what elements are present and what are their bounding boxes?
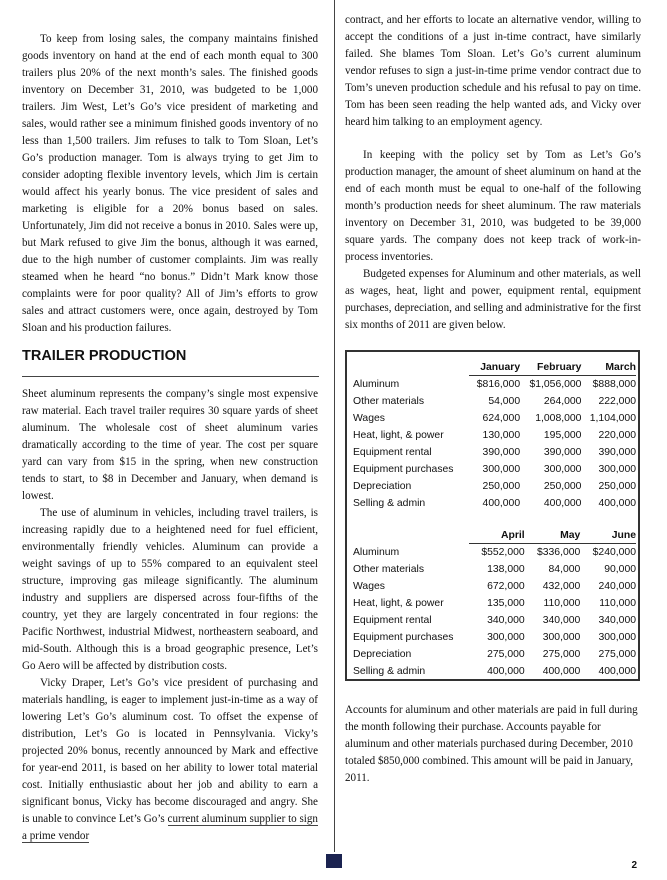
table-cell: 220,000 (598, 430, 636, 441)
table-row (353, 646, 636, 663)
table-cell: 300,000 (598, 632, 636, 643)
table-row (353, 376, 636, 394)
row-label: Equipment purchases (353, 464, 454, 475)
table-cell: 54,000 (488, 396, 521, 407)
column-divider (334, 0, 335, 852)
table-row (353, 561, 636, 578)
row-label: Depreciation (353, 649, 412, 660)
paragraph-contract: contract, and her efforts to locate an alternative vendor, willing to accept the conditions of a just in-time contract, have similarly failed. She blames Tom Sloan. Let’s Go’s current aluminum vendor refuses to sign a just-in-time prime vendor contract due to Tom’s uneven production schedule and his refusal to pay on time. Tom has been seen reading the help wanted ads, and Vicky over heard him talking to an employment agency. (345, 14, 641, 128)
table-cell: 400,000 (542, 666, 581, 677)
month-header: June (580, 528, 636, 544)
budget-table-q1 (353, 360, 636, 512)
header-blank (353, 528, 469, 544)
table-cell: $888,000 (592, 379, 636, 390)
table-row (353, 544, 636, 562)
table-cell: 300,000 (543, 464, 582, 475)
table-row (353, 578, 636, 595)
table-cell: $240,000 (592, 547, 636, 558)
right-column-bottom (345, 702, 641, 787)
paragraph-vicky-last-line: current aluminum supplier to sign a prime vendor (22, 813, 318, 842)
row-label: Equipment rental (353, 447, 432, 458)
row-label: Wages (353, 581, 385, 592)
table-cell: 240,000 (598, 581, 636, 592)
table-cell: 340,000 (487, 615, 525, 626)
table-cell: $336,000 (536, 547, 581, 558)
paragraph-accounts-payable: Accounts for aluminum and other materials are paid in full during the month following their purchase. Accounts payable for aluminum and other materials purchased during December, 2010 totaled $850,000 combined. This amount will be paid in January, 2011. (345, 704, 638, 784)
row-label: Selling & admin (353, 498, 426, 509)
paragraph-budgeted: Budgeted expenses for Aluminum and other materials, as well as wages, heat, light and power, equipment rental, equipment purchases, depreciation, and selling and administrative for the first six months of 2011 are given below. (345, 268, 641, 331)
table-row (353, 393, 636, 410)
table-cell: 400,000 (487, 666, 525, 677)
table-cell: 250,000 (598, 481, 636, 492)
row-label: Equipment purchases (353, 632, 454, 643)
row-label: Depreciation (353, 481, 412, 492)
table-cell: 195,000 (543, 430, 582, 441)
table-header-row (353, 360, 636, 376)
table-cell: $1,056,000 (529, 379, 582, 390)
paragraph-vicky (22, 675, 318, 845)
paragraph-inventory: To keep from losing sales, the company maintains finished goods inventory on hand at the end of each month equal to 300 trailers plus 20% of the next month’s sales. The finished goods inventory on December 31, 2010, was budgeted to be 1,000 trailers. Jim West, Let’s Go’s vice president of marketing and sales, would rather see a minimum finished goods inventory of no less than 1,500 trailers. Jim refuses to talk to Tom Sloan, Let’s Go’s production manager. Tom is always trying to get Jim to consider adopting flexible inventory levels, which Jim is certain would affect his yearly bonus. The vice president of sales and marketing is eligible for a 20% bonus based on sales. Unfortunately, Jim did not receive a bonus in 2010. Sales were up, but Mark refused to give Jim the bonus, although it was earned, due to the high number of customer complaints. Jim was really steamed when he heard “no bonus.” Didn’t Mark know those complaints were for poor quality? All of Jim’s efforts to grow sales and attract customers were, once again, destroyed by Tom Sloan and his production failures. (22, 33, 318, 334)
table-cell: 390,000 (598, 447, 636, 458)
paragraph-vicky-text: Vicky Draper, Let’s Go’s vice president of purchasing and materials handling, is eager to implement just-in-time as a way of lowering Let’s Go’s aluminum cost. To offset the expense of distribution, Let’s Go is located in Pennsylvania. Vicky’s projected 20% bonus, recently announced by Mark and effective for year-end 2011, is based on her ability to lower total material cost. Initially enthusiastic about her job and ability to earn a significant bonus, Vicky has become discouraged and angry. She is unable to convince Let’s Go’s (22, 677, 318, 825)
table-cell: $816,000 (476, 379, 521, 390)
table-cell: 400,000 (482, 498, 521, 509)
table-cell: 250,000 (482, 481, 521, 492)
table-cell: 110,000 (599, 598, 636, 609)
month-header: May (525, 528, 581, 544)
heading-rule (22, 376, 319, 377)
page-number: 2 (631, 860, 637, 871)
table-header-row (353, 528, 636, 544)
paragraph-sheet-aluminum: Sheet aluminum represents the company’s single most expensive raw material. Each travel trailer requires 30 square yards of sheet aluminum. The wholesale cost of sheet aluminum varies dramatically according to the time of year. The cost per square yard can vary from $15 in the spring, when new construction tends to start, to $8 in December and January, when demand is lowest. (22, 388, 318, 502)
table-cell: 340,000 (542, 615, 581, 626)
table-cell: 222,000 (598, 396, 636, 407)
paragraph-policy: In keeping with the policy set by Tom as Let’s Go’s production manager, the amount of sheet aluminum on hand at the end of each month must be equal to one-half of the following month’s production needs for sheet aluminum. The raw materials inventory on December 31, 2010, was budgeted to be 39,000 square yards. The company does not keep track of work-in-process inventories. (345, 149, 641, 263)
table-row (353, 410, 636, 427)
footer-accent-square (326, 854, 342, 868)
table-cell: 275,000 (542, 649, 581, 660)
table-cell: 672,000 (487, 581, 525, 592)
row-label: Aluminum (353, 546, 400, 558)
table-cell: 84,000 (548, 564, 581, 575)
table-cell: 400,000 (543, 498, 582, 509)
table-row (353, 461, 636, 478)
table-cell: 390,000 (482, 447, 521, 458)
table-row (353, 427, 636, 444)
table-row (353, 629, 636, 646)
month-header: February (520, 360, 581, 376)
table-row (353, 595, 636, 612)
table-cell: 300,000 (482, 464, 521, 475)
table-row (353, 612, 636, 629)
row-label: Heat, light, & power (353, 430, 444, 441)
table-cell: 250,000 (543, 481, 582, 492)
month-header: April (469, 528, 525, 544)
table-cell: 264,000 (543, 396, 582, 407)
table-cell: 390,000 (543, 447, 582, 458)
table-row (353, 478, 636, 495)
month-header: January (469, 360, 520, 376)
table-cell: 110,000 (543, 598, 581, 609)
paragraph-aluminum-use: The use of aluminum in vehicles, including travel trailers, is increasing rapidly due to a heightened need for fuel efficient, environmentally friendly vehicles. Aluminum can provide a weight savings of up to 55% compared to an equivalent steel structure, improving gas mileage significantly. The aluminum industry and suppliers are dispersed across four-fifths of the country, yet they are largely concentrated in four regions: the Pacific Northwest, industrial Midwest, northeastern seaboard, and mid-South. Although this is a broad geographic presence, Let’s Go Aero will be affected by distribution costs. (22, 507, 318, 672)
table-cell: 624,000 (482, 413, 521, 424)
table-cell: 432,000 (542, 581, 581, 592)
table-cell: 275,000 (598, 649, 636, 660)
table-cell: 300,000 (598, 464, 636, 475)
table-cell: 275,000 (487, 649, 525, 660)
right-column-top (345, 12, 641, 334)
table-row (353, 663, 636, 680)
row-label: Other materials (353, 564, 425, 575)
table-cell: 400,000 (598, 498, 636, 509)
budget-table (345, 350, 640, 681)
left-column-bottom (22, 386, 318, 845)
row-label: Selling & admin (353, 666, 426, 677)
row-label: Equipment rental (353, 615, 432, 626)
table-cell: 1,104,000 (589, 413, 636, 424)
table-row (353, 444, 636, 461)
section-heading: TRAILER PRODUCTION (22, 348, 187, 364)
table-cell: 138,000 (487, 564, 525, 575)
table-cell: 400,000 (598, 666, 636, 677)
table-cell: 300,000 (542, 632, 581, 643)
table-cell: 135,000 (487, 598, 525, 609)
row-label: Heat, light, & power (353, 598, 444, 609)
month-header: March (581, 360, 636, 376)
row-label: Aluminum (353, 378, 400, 390)
table-cell: 300,000 (487, 632, 525, 643)
left-column-top (22, 31, 318, 337)
table-cell: 340,000 (598, 615, 636, 626)
table-row (353, 495, 636, 512)
table-cell: 90,000 (604, 564, 636, 575)
table-cell: $552,000 (481, 547, 525, 558)
table-cell: 130,000 (482, 430, 521, 441)
header-blank (353, 360, 469, 376)
budget-table-q2 (353, 528, 636, 680)
table-cell: 1,008,000 (535, 413, 582, 424)
row-label: Wages (353, 413, 385, 424)
row-label: Other materials (353, 396, 425, 407)
